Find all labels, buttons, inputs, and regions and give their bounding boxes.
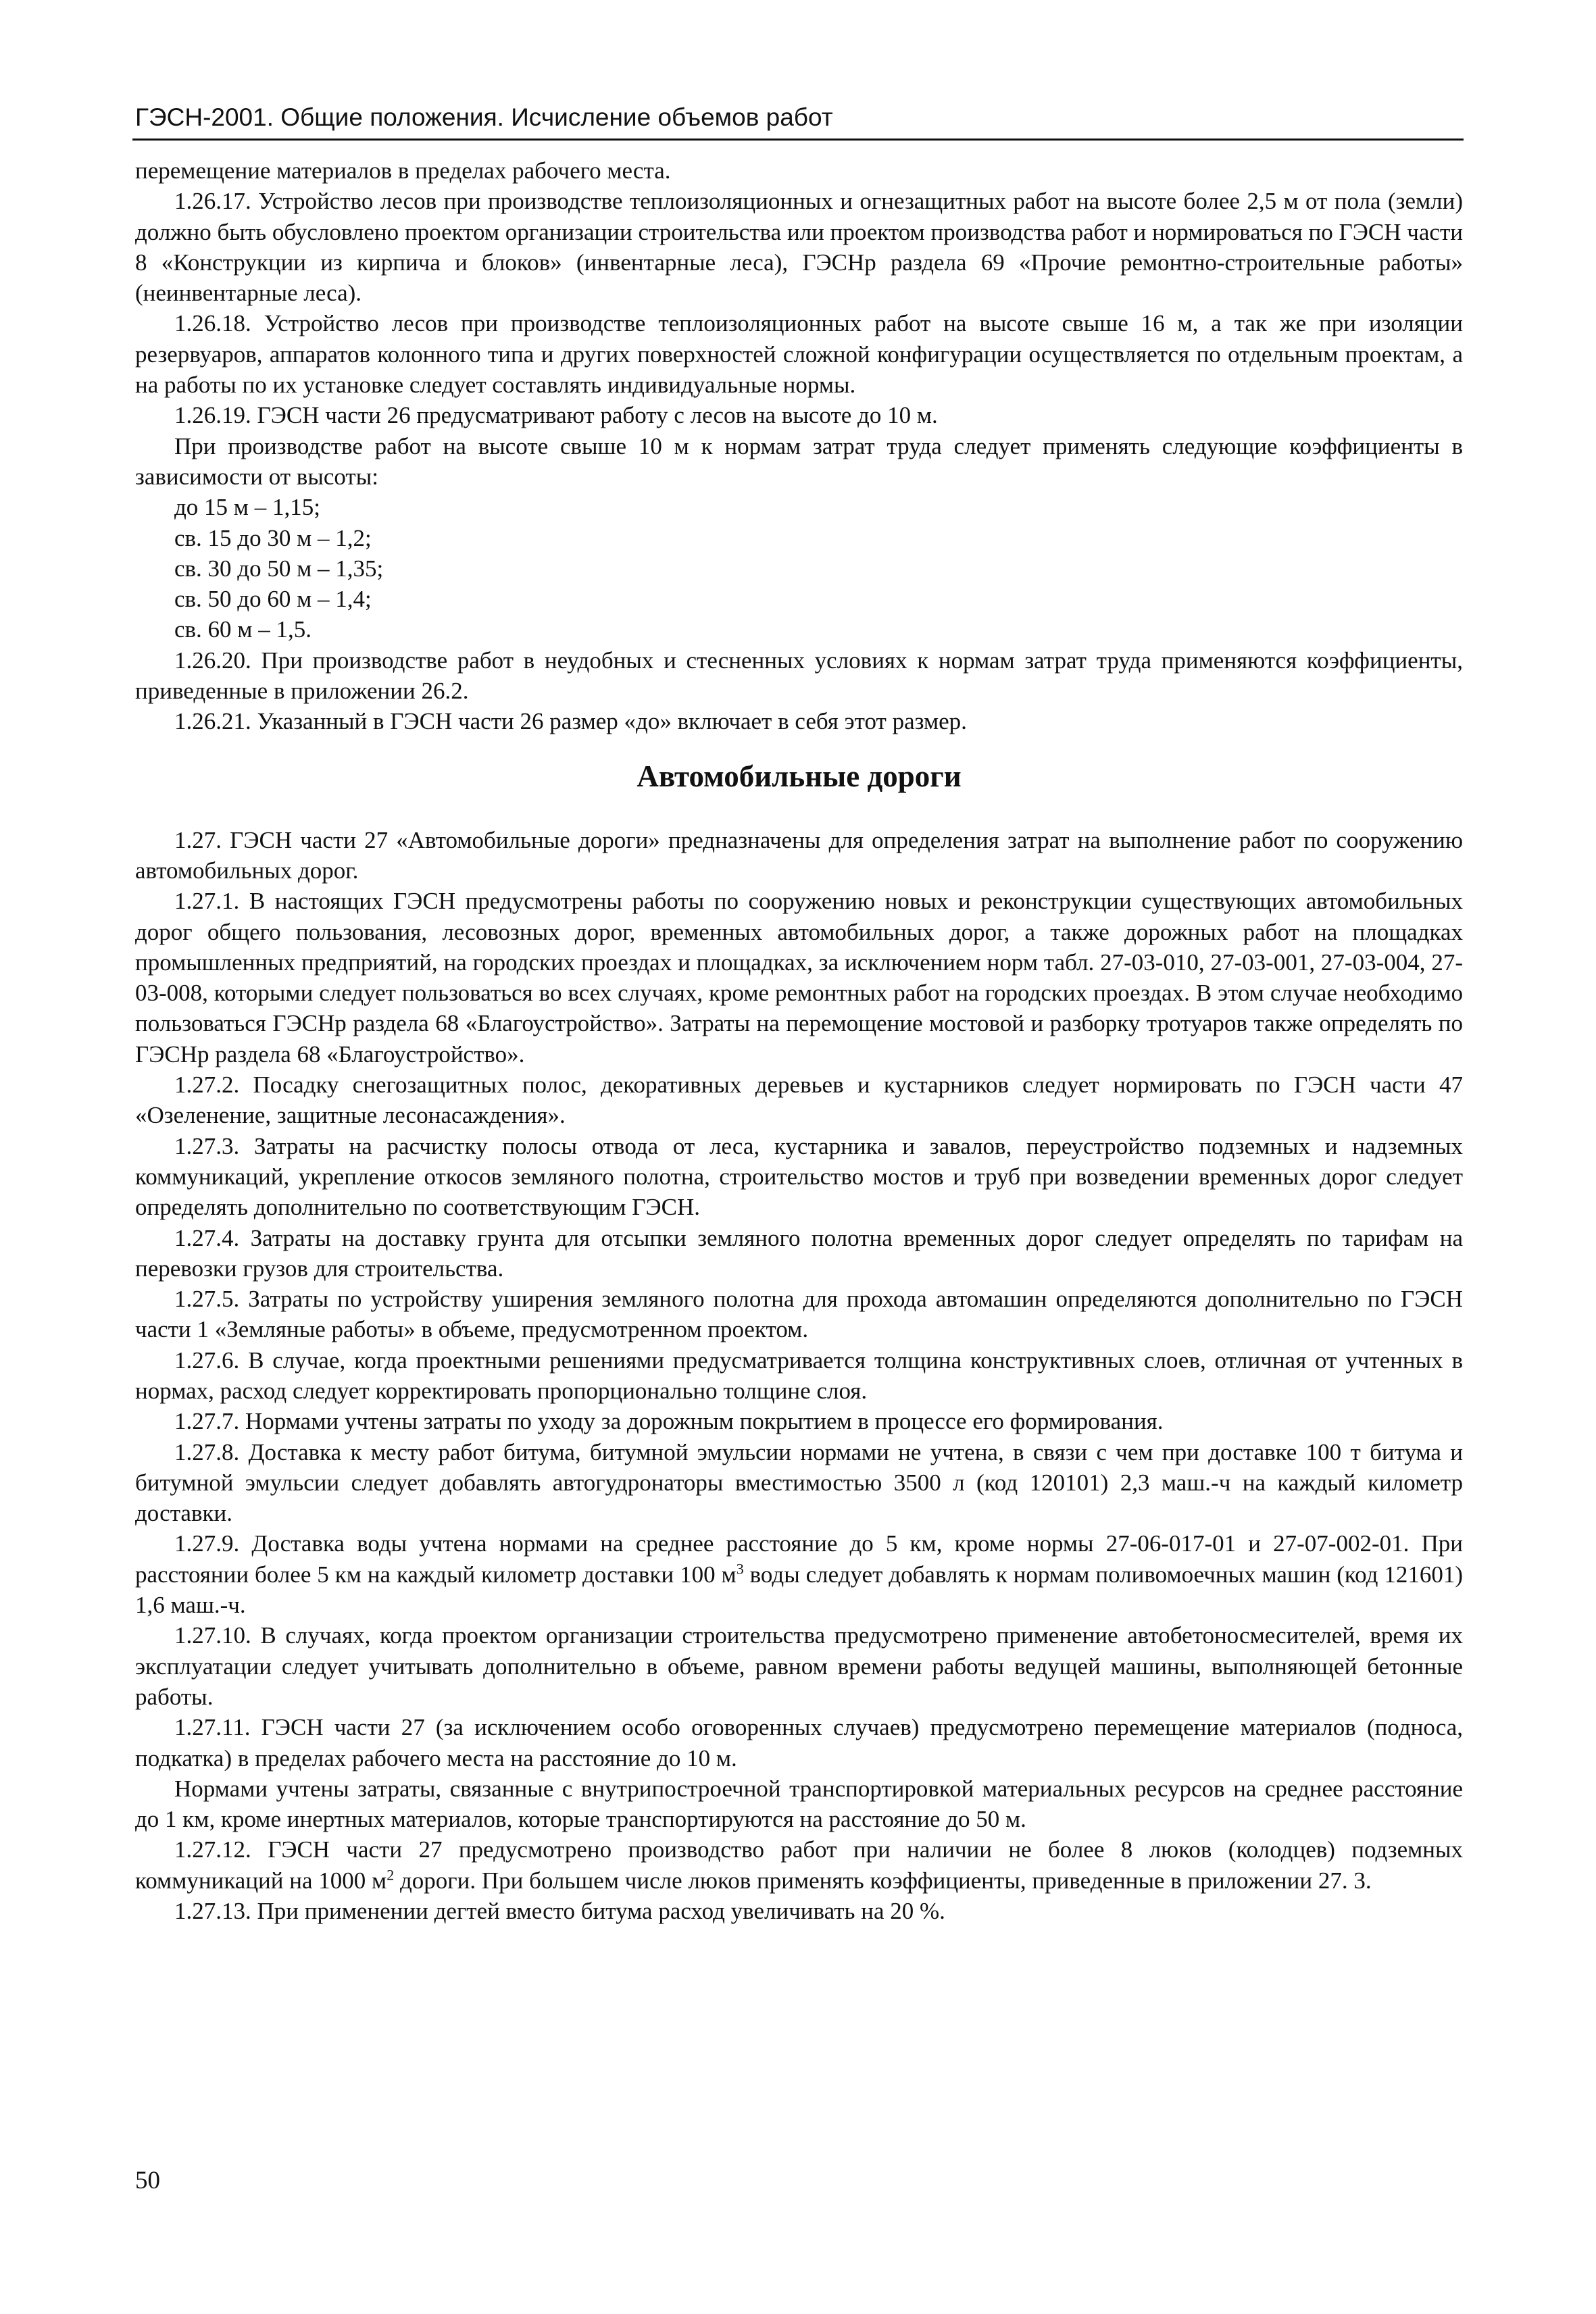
- list-item: св. 60 м – 1,5.: [174, 616, 311, 643]
- paragraph-1-27-12: [135, 1834, 1463, 1896]
- paragraph-1-27-13: 1.27.13. При применении дегтей вместо битума расход увеличивать на 20 %.: [174, 1898, 945, 1925]
- paragraph-1-26-19: 1.26.19. ГЭСН части 26 предусматривают работу с лесов на высоте до 10 м.: [174, 402, 938, 429]
- paragraph-1-27-11: 1.27.11. ГЭСН части 27 (за исключением особо оговоренных случаев) предусмотрено перемещение материалов (подноса, подкатка) в пределах рабочего места на расстояние до 10 м.: [135, 1714, 1463, 1771]
- paragraph-1-27-4: 1.27.4. Затраты на доставку грунта для отсыпки земляного полотна временных дорог следует определять по тарифам на перевозки грузов для строительства.: [135, 1224, 1463, 1282]
- paragraph-continuation: перемещение материалов в пределах рабочего места.: [135, 157, 671, 184]
- list-item: св. 50 до 60 м – 1,4;: [174, 586, 372, 613]
- paragraph-1-27: 1.27. ГЭСН части 27 «Автомобильные дороги» предназначены для определения затрат на выполнение работ по сооружению автомобильных дорог.: [135, 826, 1463, 884]
- paragraph-1-27-10: 1.27.10. В случаях, когда проектом организации строительства предусмотрено применение автобетоносмесителей, время их эксплуатации следует учитывать дополнительно в объеме, равном времени работы ведущей машины, выполняющей бетонные работы.: [135, 1622, 1463, 1710]
- text-run: 1.27.9. Доставка воды учтена нормами на среднее расстояние до 5 км, кроме нормы 27-06-017-01 и 27-07-002-01. При расстоянии более 5 км на каждый километр доставки 100 м: [135, 1530, 1463, 1588]
- paragraph-1-27-2: 1.27.2. Посадку снегозащитных полос, декоративных деревьев и кустарников следует нормировать по ГЭСН части 47 «Озеленение, защитные лесонасаждения».: [135, 1072, 1463, 1129]
- paragraph-1-27-6: 1.27.6. В случае, когда проектными решениями предусматривается толщина конструктивных слоев, отличная от учтенных в нормах, расход следует корректировать пропорционально толщине слоя.: [135, 1347, 1463, 1404]
- paragraph-1-27-7: 1.27.7. Нормами учтены затраты по уходу за дорожным покрытием в процессе его формирования.: [174, 1408, 1164, 1435]
- section-heading: Автомобильные дороги: [637, 759, 962, 793]
- header-rule: [132, 139, 1464, 141]
- paragraph-1-26-18: 1.26.18. Устройство лесов при производстве теплоизоляционных работ на высоте свыше 16 м, а так же при изоляции резервуаров, аппаратов колонного типа и других поверхностей сложной конфигурации осуществляется по отдельным проектам, а на работы по их установке следует составлять индивидуальные нормы.: [135, 310, 1463, 399]
- text-run: дороги. При большем числе люков применять коэффициенты, приведенные в приложении 27. 3.: [394, 1867, 1372, 1894]
- coefficient-list: [135, 492, 1463, 645]
- running-header: ГЭСН-2001. Общие положения. Исчисление объемов работ: [135, 103, 833, 131]
- paragraph-1-27-8: 1.27.8. Доставка к месту работ битума, битумной эмульсии нормами не учтена, в связи с чем при доставке 100 т битума и битумной эмульсии следует добавлять автогудронаторы вместимостью 3500 л (код 120101) 2,3 маш.-ч на каждый километр доставки.: [135, 1438, 1463, 1527]
- paragraph-1-26-17: 1.26.17. Устройство лесов при производстве теплоизоляционных и огнезащитных работ на высоте более 2,5 м от пола (земли) должно быть обусловлено проектом организации строительства или проектом производства работ и нормироваться по ГЭСН части 8 «Конструкции из кирпича и блоков» (инвентарные леса), ГЭСНр раздела 69 «Прочие ремонтно-строительные работы» (неинвентарные леса).: [135, 188, 1463, 307]
- list-item: до 15 м – 1,15;: [174, 494, 320, 521]
- paragraph-height-intro: При производстве работ на высоте свыше 10 м к нормам затрат труда следует применять следующие коэффициенты в зависимости от высоты:: [135, 432, 1463, 490]
- paragraph-1-27-1: 1.27.1. В настоящих ГЭСН предусмотрены работы по сооружению новых и реконструкции существующих автомобильных дорог общего пользования, лесовозных дорог, временных автомобильных дорог, а также дорожных работ на площадках промышленных предприятий, на городских проездах и площадках, за исключением норм табл. 27-03-010, 27-03-001, 27-03-004, 27-03-008, которыми следует пользоваться во всех случаях, кроме ремонтных работ на городских проездах. В этом случае необходимо пользоваться ГЭСНр раздела 68 «Благоустройство». Затраты на перемощение мостовой и разборку тротуаров также определять по ГЭСНр раздела 68 «Благоустройство».: [135, 888, 1463, 1067]
- superscript: 3: [736, 1560, 744, 1578]
- paragraph-1-27-9: [135, 1528, 1463, 1620]
- paragraph-1-26-20: 1.26.20. При производстве работ в неудобных и стесненных условиях к нормам затрат труда применяются коэффициенты, приведенные в приложении 26.2.: [135, 647, 1463, 705]
- list-item: св. 30 до 50 м – 1,35;: [174, 555, 384, 582]
- superscript: 2: [386, 1866, 395, 1884]
- paragraph-1-27-3: 1.27.3. Затраты на расчистку полосы отвода от леса, кустарника и завалов, переустройство подземных и надземных коммуникаций, укрепление откосов земляного полотна, строительство мостов и труб при возведении временных дорог следует определять дополнительно по соответствующим ГЭСН.: [135, 1132, 1463, 1221]
- paragraph-transport-note: Нормами учтены затраты, связанные с внутрипостроечной транспортировкой материальных ресурсов на среднее расстояние до 1 км, кроме инертных материалов, которые транспортируются на расстояние до 50 м.: [135, 1775, 1463, 1833]
- text-run: 1.27.12. ГЭСН части 27 предусмотрено производство работ при наличии не более 8 люков (колодцев) подземных коммуникаций на 1000 м: [135, 1836, 1463, 1894]
- list-item: св. 15 до 30 м – 1,2;: [174, 524, 372, 551]
- text-run: воды следует добавлять к нормам поливомоечных машин (код 121601) 1,6 маш.-ч.: [135, 1561, 1463, 1619]
- body-text: [135, 155, 1463, 1926]
- page-number: 50: [135, 2167, 160, 2194]
- paragraph-1-27-5: 1.27.5. Затраты по устройству уширения земляного полотна для прохода автомашин определяются дополнительно по ГЭСН части 1 «Земляные работы» в объеме, предусмотренном проектом.: [135, 1286, 1463, 1343]
- paragraph-1-26-21: 1.26.21. Указанный в ГЭСН части 26 размер «до» включает в себя этот размер.: [174, 708, 967, 735]
